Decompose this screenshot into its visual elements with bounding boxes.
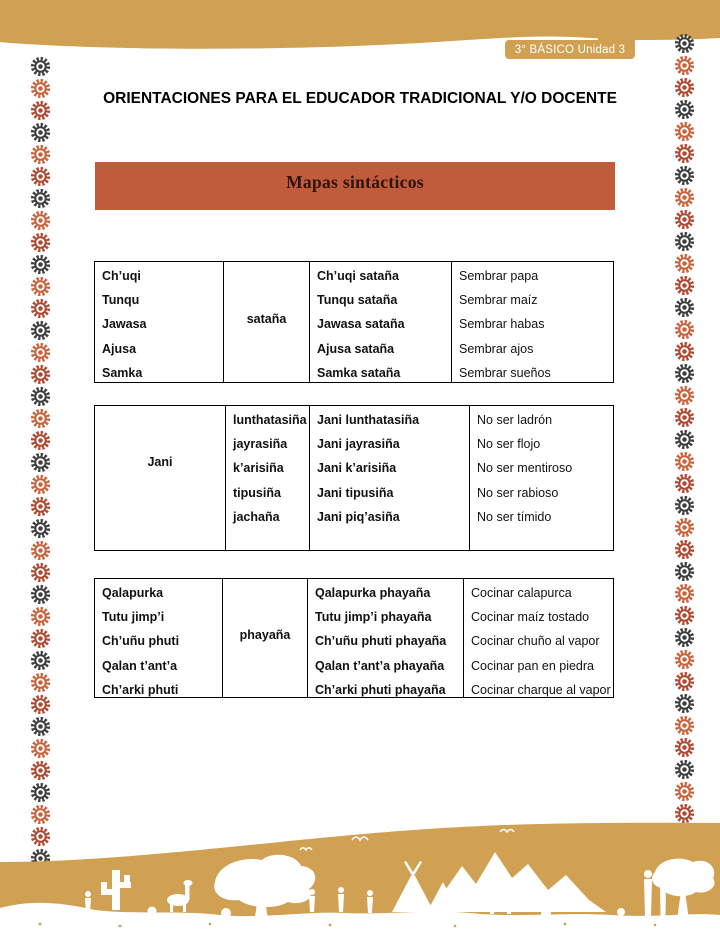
table-cell: k’arisiña xyxy=(233,461,284,476)
table-cell: Jani k’arisiña xyxy=(317,461,397,476)
gear-medallion-icon xyxy=(30,364,51,385)
gear-medallion-icon xyxy=(674,165,695,186)
gear-medallion-icon xyxy=(674,231,695,252)
column-verb xyxy=(223,262,309,382)
gear-medallion-icon xyxy=(674,671,695,692)
gear-medallion-icon xyxy=(30,320,51,341)
gear-medallion-icon xyxy=(674,473,695,494)
gear-medallion-icon xyxy=(674,649,695,670)
table-cell: Samka sataña xyxy=(317,365,401,380)
table-cell: Tutu jimp’i phayaña xyxy=(315,610,432,625)
gear-medallion-icon xyxy=(674,429,695,450)
gear-medallion-icon xyxy=(30,430,51,451)
gear-medallion-icon xyxy=(674,319,695,340)
column-verbs xyxy=(225,406,309,550)
left-ornament-border xyxy=(29,56,51,869)
gear-medallion-icon xyxy=(674,517,695,538)
column-phrases xyxy=(307,579,463,697)
gear-medallion-icon xyxy=(674,341,695,362)
gear-medallion-icon xyxy=(674,781,695,802)
syntax-table-phayaña xyxy=(94,578,614,698)
gear-medallion-icon xyxy=(30,452,51,473)
table-cell: Ch’uñu phuti xyxy=(102,634,180,649)
gear-medallion-icon xyxy=(30,298,51,319)
gear-medallion-icon xyxy=(30,738,51,759)
gear-medallion-icon xyxy=(30,562,51,583)
gear-medallion-icon xyxy=(30,386,51,407)
table-cell: Qalapurka phayaña xyxy=(315,586,431,600)
table-cell: Ch’arki phuti xyxy=(102,682,179,697)
table-cell: Ch’arki phuti phayaña xyxy=(315,682,446,697)
right-ornament-border xyxy=(673,33,695,824)
table-cell: No ser tímido xyxy=(477,509,552,524)
column-verb xyxy=(222,579,307,697)
gear-medallion-icon xyxy=(674,693,695,714)
gear-medallion-icon xyxy=(30,342,51,363)
gear-medallion-icon xyxy=(674,297,695,318)
table-cell: Ajusa sataña xyxy=(317,341,395,356)
table-cell: Qalan t’ant’a phayaña xyxy=(315,658,445,673)
column-translation xyxy=(469,406,613,550)
table-cell: Ch’uqi xyxy=(102,269,141,283)
table-cell: No ser ladrón xyxy=(477,413,553,427)
column-nouns xyxy=(95,262,223,382)
gear-medallion-icon xyxy=(674,605,695,626)
table-cell: Cocinar charque al vapor xyxy=(471,682,611,697)
column-negation xyxy=(95,406,225,550)
table-cell: Sembrar habas xyxy=(459,317,545,332)
gear-medallion-icon xyxy=(30,584,51,605)
page-title: ORIENTACIONES PARA EL EDUCADOR TRADICIONAL Y/O DOCENTE xyxy=(103,90,617,107)
table-cell: Ajusa xyxy=(102,341,137,356)
table-cell: sataña xyxy=(246,311,287,326)
gear-medallion-icon xyxy=(30,56,51,77)
syntax-table-sataña xyxy=(94,261,614,383)
column-phrases xyxy=(309,262,451,382)
gear-medallion-icon xyxy=(674,627,695,648)
gear-medallion-icon xyxy=(30,716,51,737)
table-cell: No ser mentiroso xyxy=(477,461,573,476)
table-cell: No ser rabioso xyxy=(477,485,559,500)
gear-medallion-icon xyxy=(30,144,51,165)
gear-medallion-icon xyxy=(674,715,695,736)
table-cell: Jani lunthatasiña xyxy=(317,413,420,427)
table-cell: Tunqu xyxy=(102,293,140,308)
table-cell: Sembrar papa xyxy=(459,269,539,283)
table-cell: Cocinar chuño al vapor xyxy=(471,634,600,649)
gear-medallion-icon xyxy=(30,518,51,539)
section-banner-label: Mapas sintácticos xyxy=(286,172,424,192)
gear-medallion-icon xyxy=(30,606,51,627)
gear-medallion-icon xyxy=(30,254,51,275)
table-cell: Qalapurka xyxy=(102,586,164,600)
gear-medallion-icon xyxy=(674,451,695,472)
column-nouns xyxy=(95,579,222,697)
table-cell: Jani xyxy=(147,454,173,469)
gear-medallion-icon xyxy=(674,539,695,560)
table-cell: Jawasa sataña xyxy=(317,317,405,332)
gear-medallion-icon xyxy=(674,407,695,428)
table-cell: Jani tipusiña xyxy=(317,485,394,500)
gear-medallion-icon xyxy=(674,385,695,406)
table-cell: tipusiña xyxy=(233,485,281,500)
table-cell: Sembrar sueños xyxy=(459,365,551,380)
gear-medallion-icon xyxy=(30,408,51,429)
gear-medallion-icon xyxy=(30,672,51,693)
table-cell: lunthatasiña xyxy=(233,413,307,427)
unit-badge: 3° BÁSICO Unidad 3 xyxy=(505,40,635,59)
gear-medallion-icon xyxy=(30,188,51,209)
gear-medallion-icon xyxy=(30,540,51,561)
section-banner xyxy=(95,162,615,210)
gear-medallion-icon xyxy=(674,561,695,582)
table-cell: Ch’uqi sataña xyxy=(317,269,399,283)
table-cell: Ch’uñu phuti phayaña xyxy=(315,634,447,649)
table-cell: Cocinar pan en piedra xyxy=(471,658,594,673)
gear-medallion-icon xyxy=(30,276,51,297)
table-cell: Tunqu sataña xyxy=(317,293,398,308)
gear-medallion-icon xyxy=(30,782,51,803)
gear-medallion-icon xyxy=(674,33,695,54)
table-cell: Sembrar maíz xyxy=(459,293,538,308)
table-cell: Jani jayrasiña xyxy=(317,437,400,452)
table-cell: Jawasa xyxy=(102,317,147,332)
gear-medallion-icon xyxy=(674,275,695,296)
gear-medallion-icon xyxy=(30,760,51,781)
gear-medallion-icon xyxy=(30,694,51,715)
footer-art-illustration xyxy=(0,812,720,932)
gear-medallion-icon xyxy=(30,474,51,495)
table-cell: phayaña xyxy=(239,627,291,642)
table-cell: jachaña xyxy=(233,509,280,524)
table-cell: Cocinar calapurca xyxy=(471,586,572,600)
gear-medallion-icon xyxy=(30,650,51,671)
gear-medallion-icon xyxy=(30,628,51,649)
gear-medallion-icon xyxy=(674,143,695,164)
gear-medallion-icon xyxy=(674,495,695,516)
gear-medallion-icon xyxy=(30,232,51,253)
gear-medallion-icon xyxy=(674,187,695,208)
gear-medallion-icon xyxy=(30,210,51,231)
table-cell: No ser flojo xyxy=(477,437,541,452)
gear-medallion-icon xyxy=(30,122,51,143)
gear-medallion-icon xyxy=(30,166,51,187)
table-cell: Qalan t’ant’a xyxy=(102,658,178,673)
gear-medallion-icon xyxy=(674,363,695,384)
gear-medallion-icon xyxy=(674,253,695,274)
table-cell: Tutu jimp’i xyxy=(102,610,165,625)
gear-medallion-icon xyxy=(674,209,695,230)
table-cell: Sembrar ajos xyxy=(459,341,534,356)
gear-medallion-icon xyxy=(674,55,695,76)
table-cell: Cocinar maíz tostado xyxy=(471,610,590,625)
column-phrases xyxy=(309,406,469,550)
table-cell: jayrasiña xyxy=(233,437,288,452)
gear-medallion-icon xyxy=(674,121,695,142)
table-cell: Jani piq’asiña xyxy=(317,509,400,524)
syntax-table-jani xyxy=(94,405,614,551)
gear-medallion-icon xyxy=(674,583,695,604)
gear-medallion-icon xyxy=(30,496,51,517)
column-translation xyxy=(463,579,613,697)
gear-medallion-icon xyxy=(674,737,695,758)
table-cell: Samka xyxy=(102,365,143,380)
column-translation xyxy=(451,262,613,382)
gear-medallion-icon xyxy=(674,759,695,780)
